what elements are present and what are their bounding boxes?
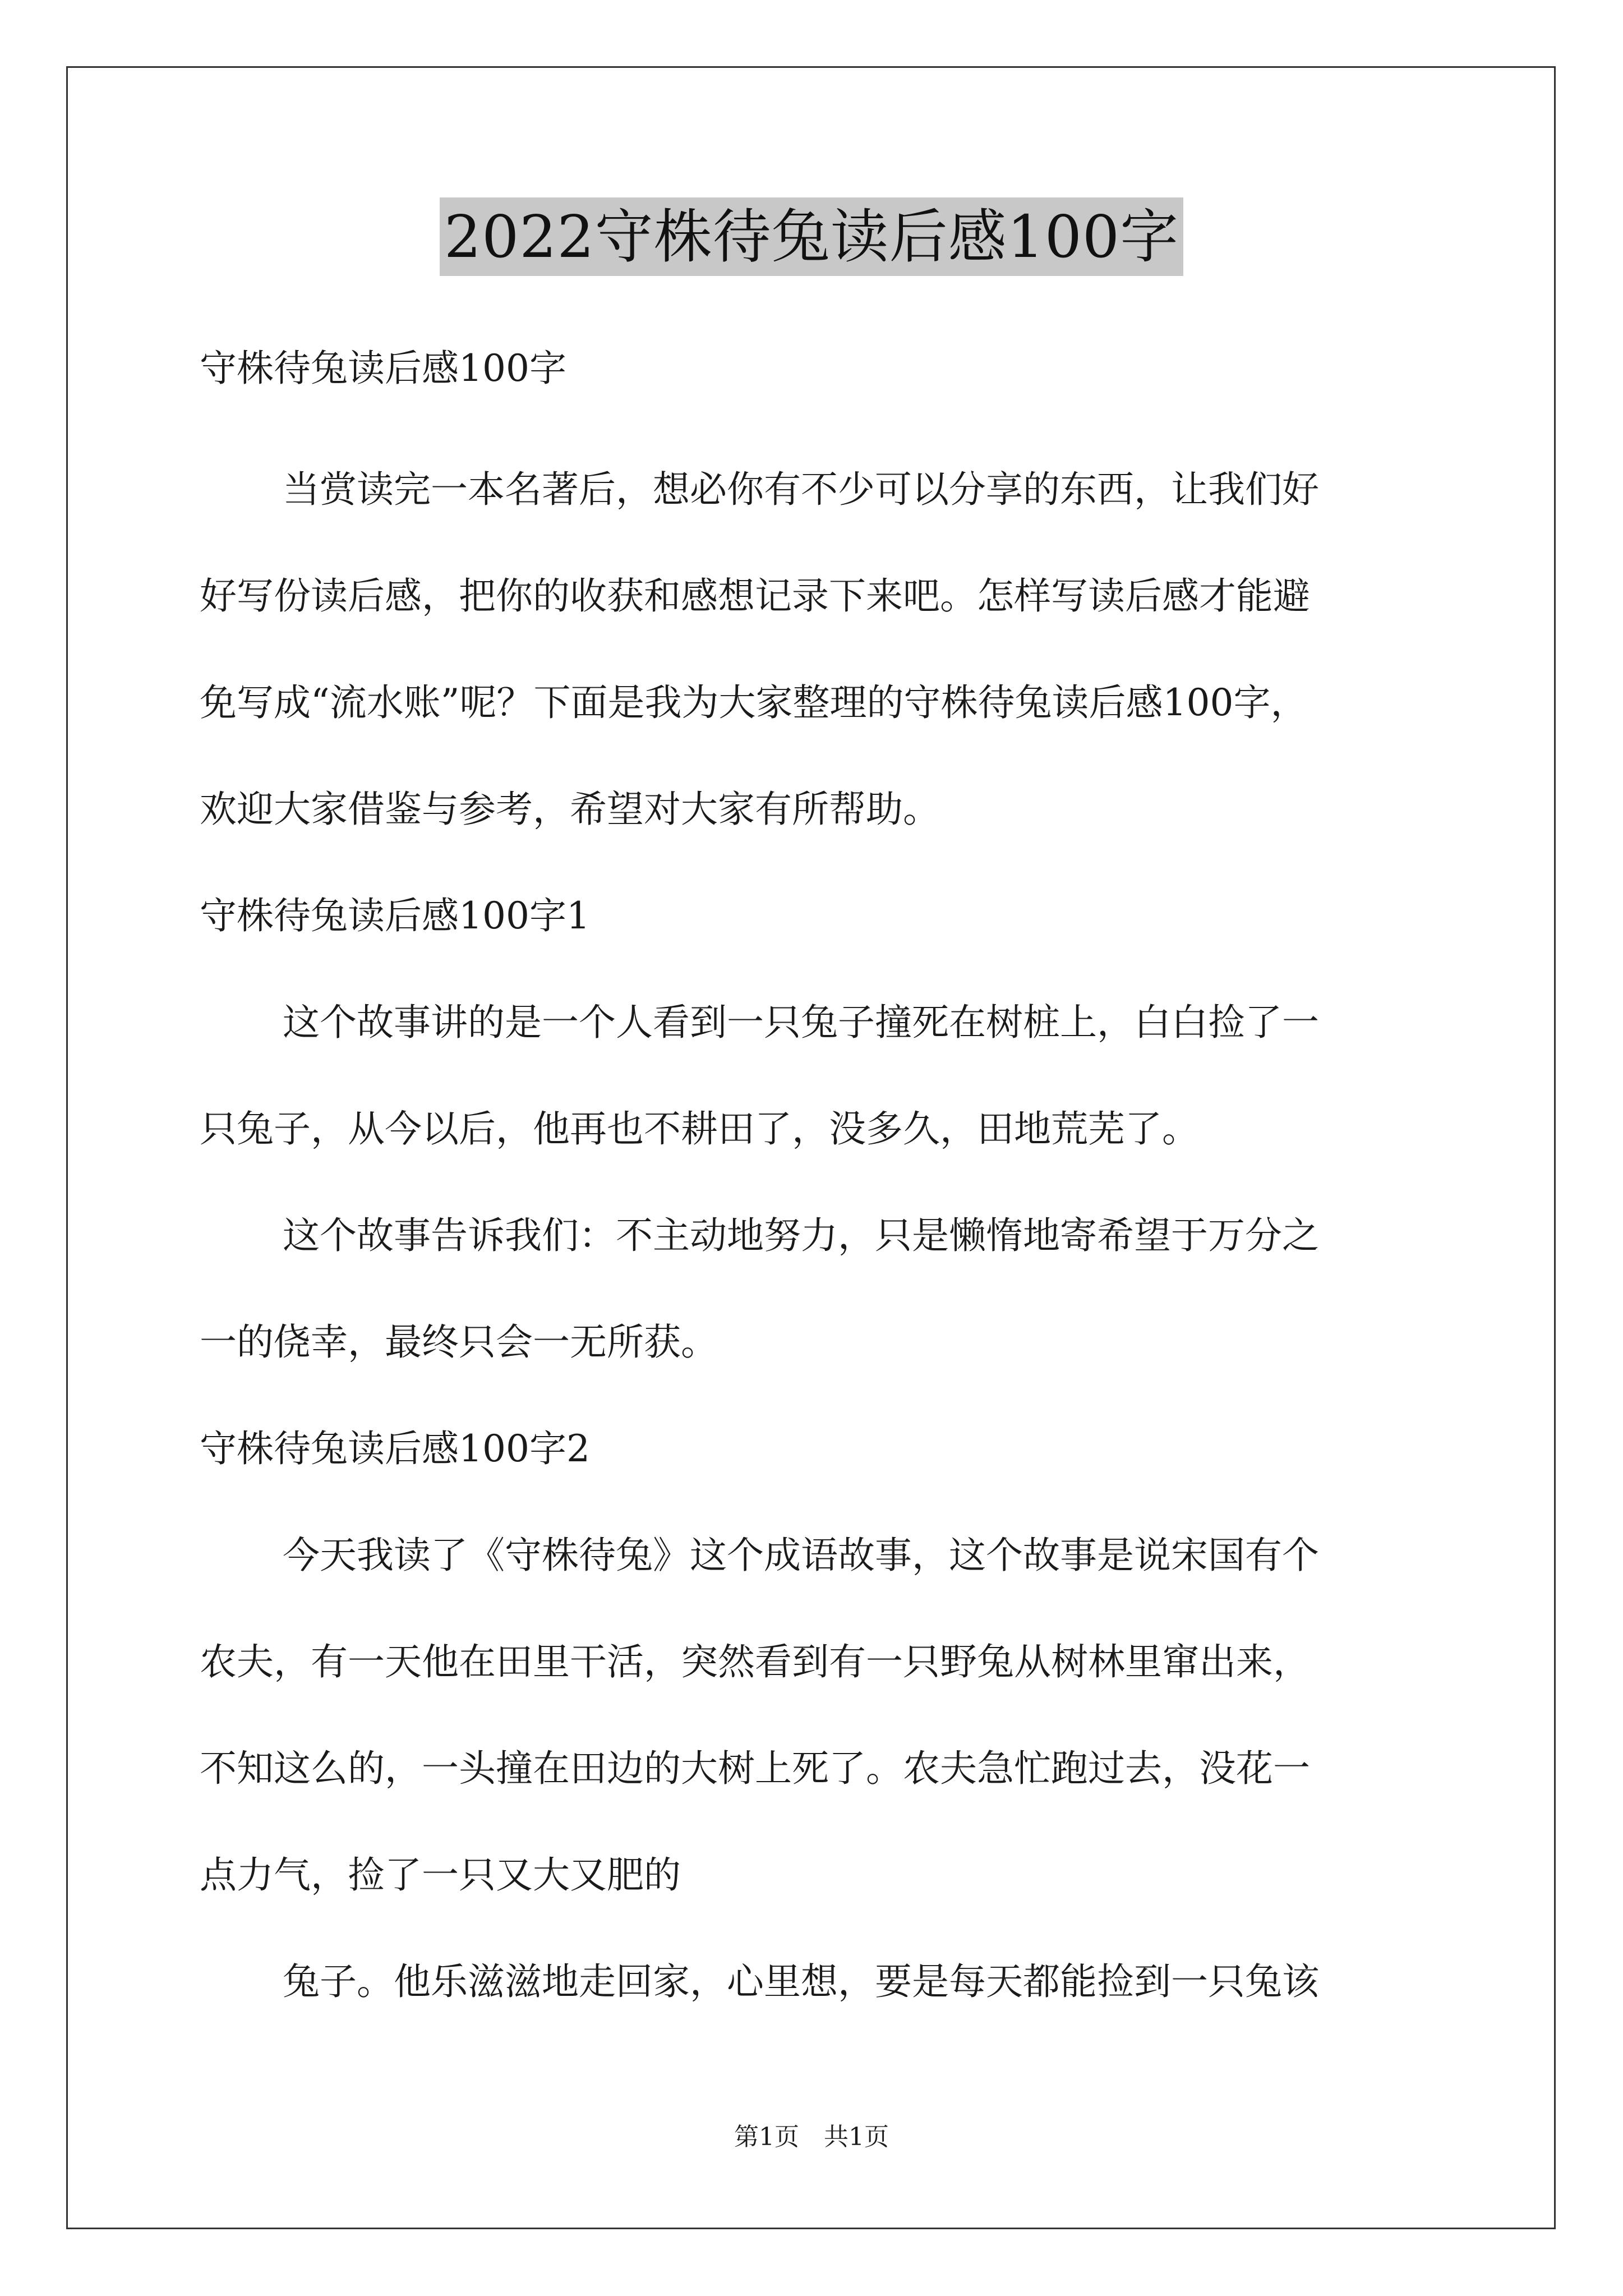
section-heading-1: 守株待兔读后感100字1 xyxy=(200,894,590,937)
paragraph-line: 好写份读后感，把你的收获和感想记录下来吧。怎样写读后感才能避 xyxy=(200,574,1310,618)
paragraph-line: 当赏读完一本名著后，想必你有不少可以分享的东西，让我们好 xyxy=(283,468,1319,511)
section-heading-2: 守株待兔读后感100字2 xyxy=(200,1427,590,1470)
paragraph-line: 点力气，捡了一只又大又肥的 xyxy=(200,1853,681,1897)
paragraph-line: 这个故事讲的是一个人看到一只兔子撞死在树桩上，白白捡了一 xyxy=(283,1001,1319,1044)
document-title: 2022守株待兔读后感100字 xyxy=(440,197,1183,276)
page-footer xyxy=(0,2120,1623,2154)
paragraph-line: 欢迎大家借鉴与参考，希望对大家有所帮助。 xyxy=(200,788,940,831)
paragraph-line: 农夫，有一天他在田里干活，突然看到有一只野兔从树林里窜出来， xyxy=(200,1640,1310,1683)
paragraph-line: 这个故事告诉我们：不主动地努力，只是懒惰地寄希望于万分之 xyxy=(283,1214,1319,1257)
section-heading-intro: 守株待兔读后感100字 xyxy=(200,347,566,390)
paragraph-line: 今天我读了《守株待兔》这个成语故事，这个故事是说宋国有个 xyxy=(283,1534,1319,1577)
paragraph-line: 一的侥幸，最终只会一无所获。 xyxy=(200,1320,718,1364)
paragraph-line: 只兔子，从今以后，他再也不耕田了，没多久，田地荒芜了。 xyxy=(200,1107,1199,1151)
page-total: 共1页 xyxy=(824,2123,889,2151)
paragraph-line: 免写成“流水账”呢？下面是我为大家整理的守株待兔读后感100字， xyxy=(200,681,1308,724)
paragraph-line: 兔子。他乐滋滋地走回家，心里想，要是每天都能捡到一只兔该 xyxy=(283,1960,1319,2003)
page-number: 第1页 xyxy=(734,2123,799,2151)
paragraph-line: 不知这么的，一头撞在田边的大树上死了。农夫急忙跑过去，没花一 xyxy=(200,1747,1310,1790)
title-container xyxy=(0,197,1623,276)
